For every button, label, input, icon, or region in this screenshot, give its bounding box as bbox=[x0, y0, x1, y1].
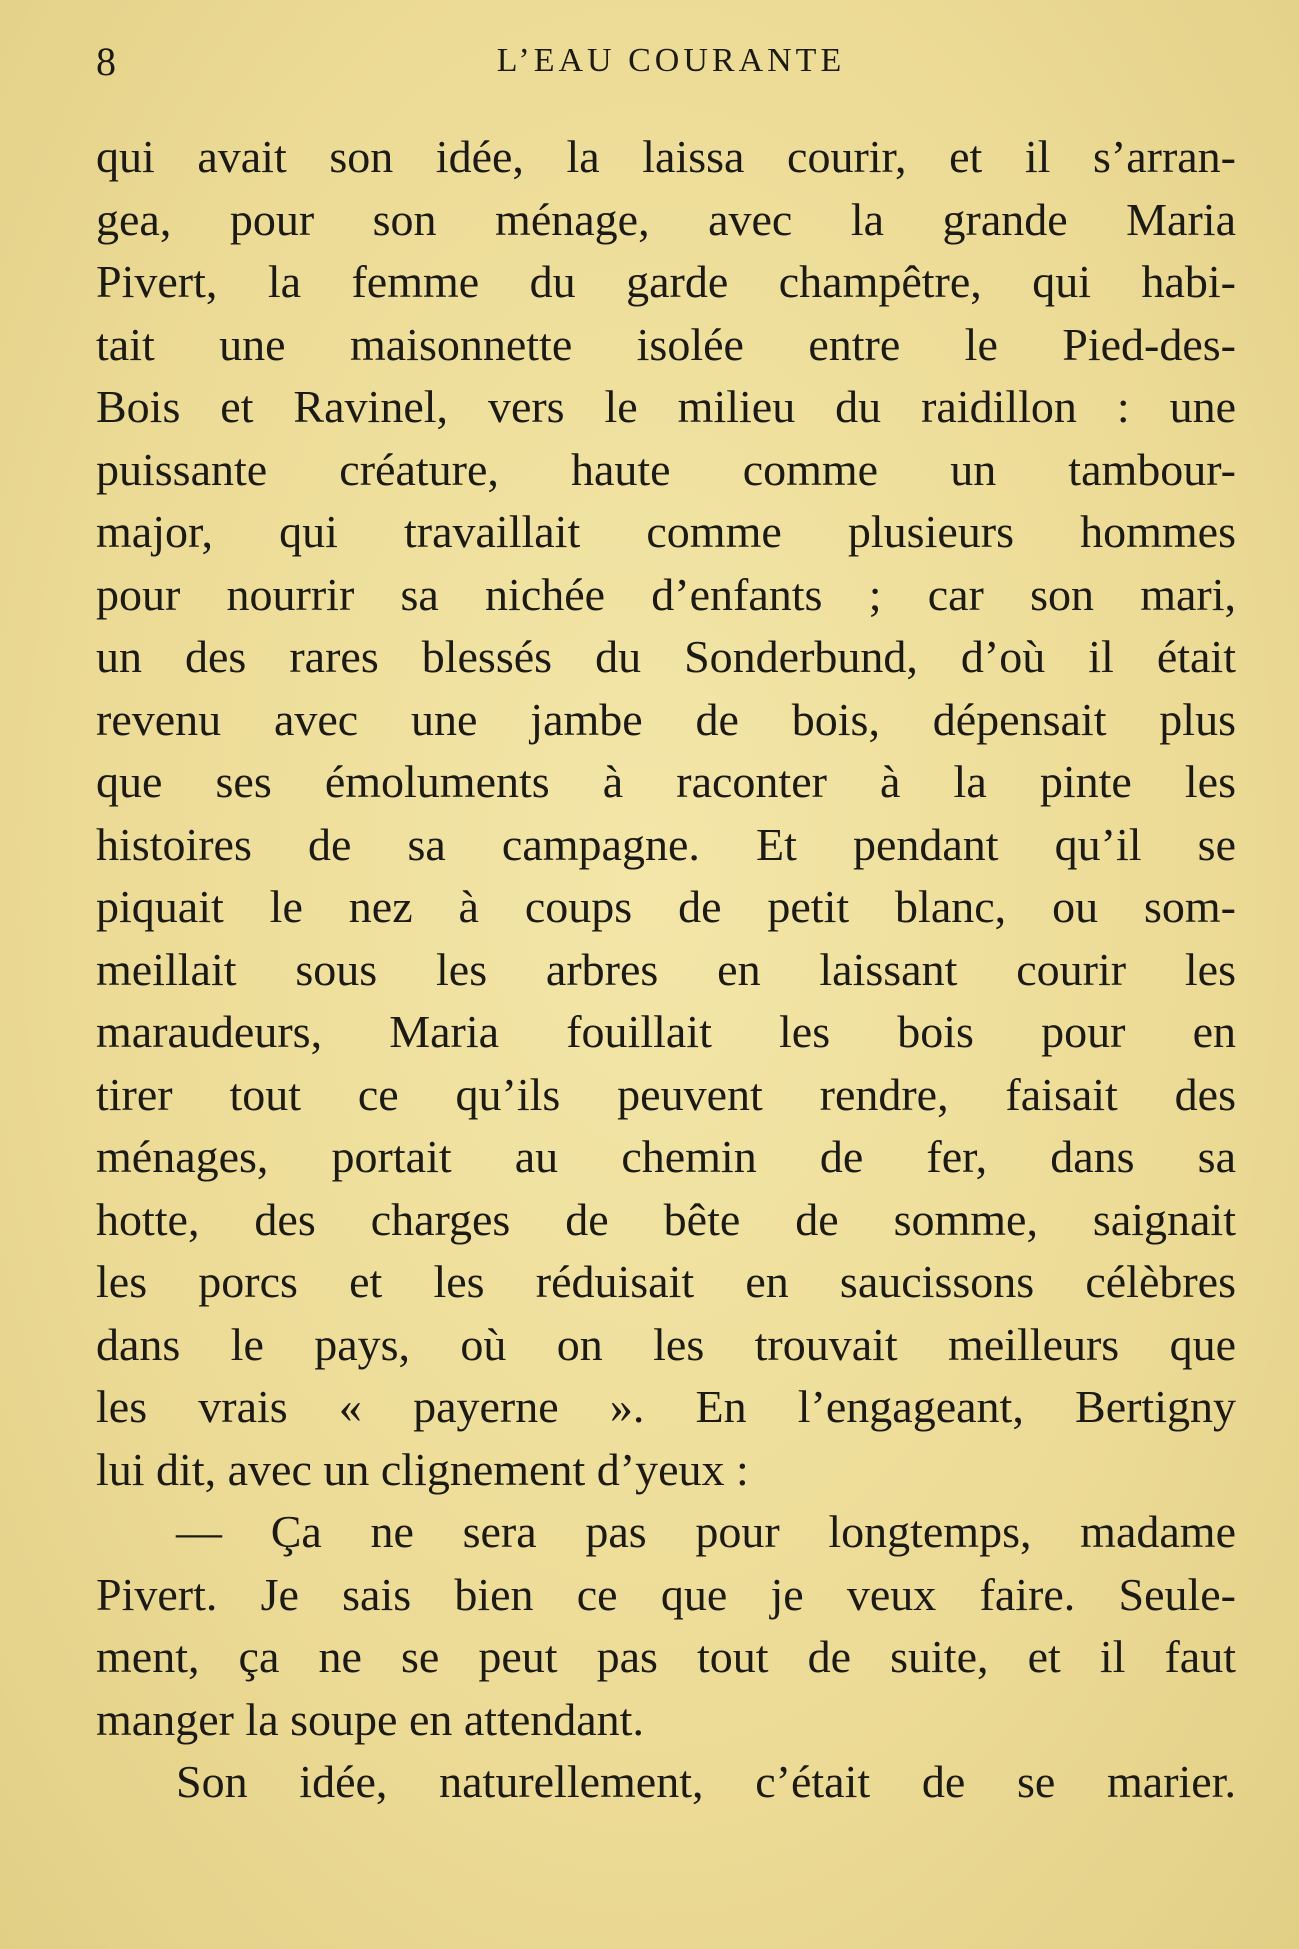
running-title: L’EAU COURANTE bbox=[496, 42, 846, 79]
text-line: puissante créature, haute comme un tambour- bbox=[96, 443, 1236, 495]
text-line: maraudeurs, Maria fouillait les bois pour en bbox=[96, 1006, 1236, 1057]
text-line: les porcs et les réduisait en saucissons célèbres bbox=[96, 1256, 1236, 1307]
text-line: gea, pour son ménage, avec la grande Maria bbox=[96, 193, 1236, 245]
text-line: Son idée, naturellement, c’était de se marier. bbox=[176, 1756, 1236, 1807]
text-line: revenu avec une jambe de bois, dépensait plus bbox=[96, 693, 1236, 745]
text-line: major, qui travaillait comme plusieurs hommes bbox=[96, 506, 1236, 557]
page-header bbox=[96, 38, 1216, 98]
page-number: 8 bbox=[96, 39, 117, 84]
text-line: Bois et Ravinel, vers le milieu du raidillon : une bbox=[96, 381, 1236, 432]
text-line: que ses émoluments à raconter à la pinte les bbox=[96, 756, 1236, 807]
text-line: tirer tout ce qu’ils peuvent rendre, faisait des bbox=[96, 1068, 1236, 1120]
text-line: dans le pays, où on les trouvait meilleurs que bbox=[96, 1318, 1236, 1370]
text-line: Pivert, la femme du garde champêtre, qui habi- bbox=[96, 256, 1236, 307]
text-line: manger la soupe en attendant. bbox=[96, 1693, 644, 1745]
text-line: piquait le nez à coups de petit blanc, ou som- bbox=[96, 881, 1236, 932]
text-line: — Ça ne sera pas pour longtemps, madame bbox=[176, 1506, 1236, 1557]
text-line: meillait sous les arbres en laissant courir les bbox=[96, 943, 1236, 995]
text-line: lui dit, avec un clignement d’yeux : bbox=[96, 1443, 749, 1495]
text-line: les vrais « payerne ». En l’engageant, Bertigny bbox=[96, 1381, 1236, 1432]
text-line: histoires de sa campagne. Et pendant qu’il se bbox=[96, 818, 1236, 870]
body-text bbox=[96, 126, 1236, 1814]
text-line: tait une maisonnette isolée entre le Pied-des- bbox=[96, 318, 1236, 370]
text-line: qui avait son idée, la laissa courir, et il s’arran- bbox=[96, 131, 1236, 182]
text-line: Pivert. Je sais bien ce que je veux faire. Seule- bbox=[96, 1568, 1236, 1620]
text-line: ménages, portait au chemin de fer, dans sa bbox=[96, 1131, 1236, 1182]
text-line: ment, ça ne se peut pas tout de suite, et il faut bbox=[96, 1631, 1236, 1682]
text-line: pour nourrir sa nichée d’enfants ; car son mari, bbox=[96, 568, 1236, 620]
text-line: un des rares blessés du Sonderbund, d’où il était bbox=[96, 631, 1236, 682]
text-line: hotte, des charges de bête de somme, saignait bbox=[96, 1193, 1236, 1245]
